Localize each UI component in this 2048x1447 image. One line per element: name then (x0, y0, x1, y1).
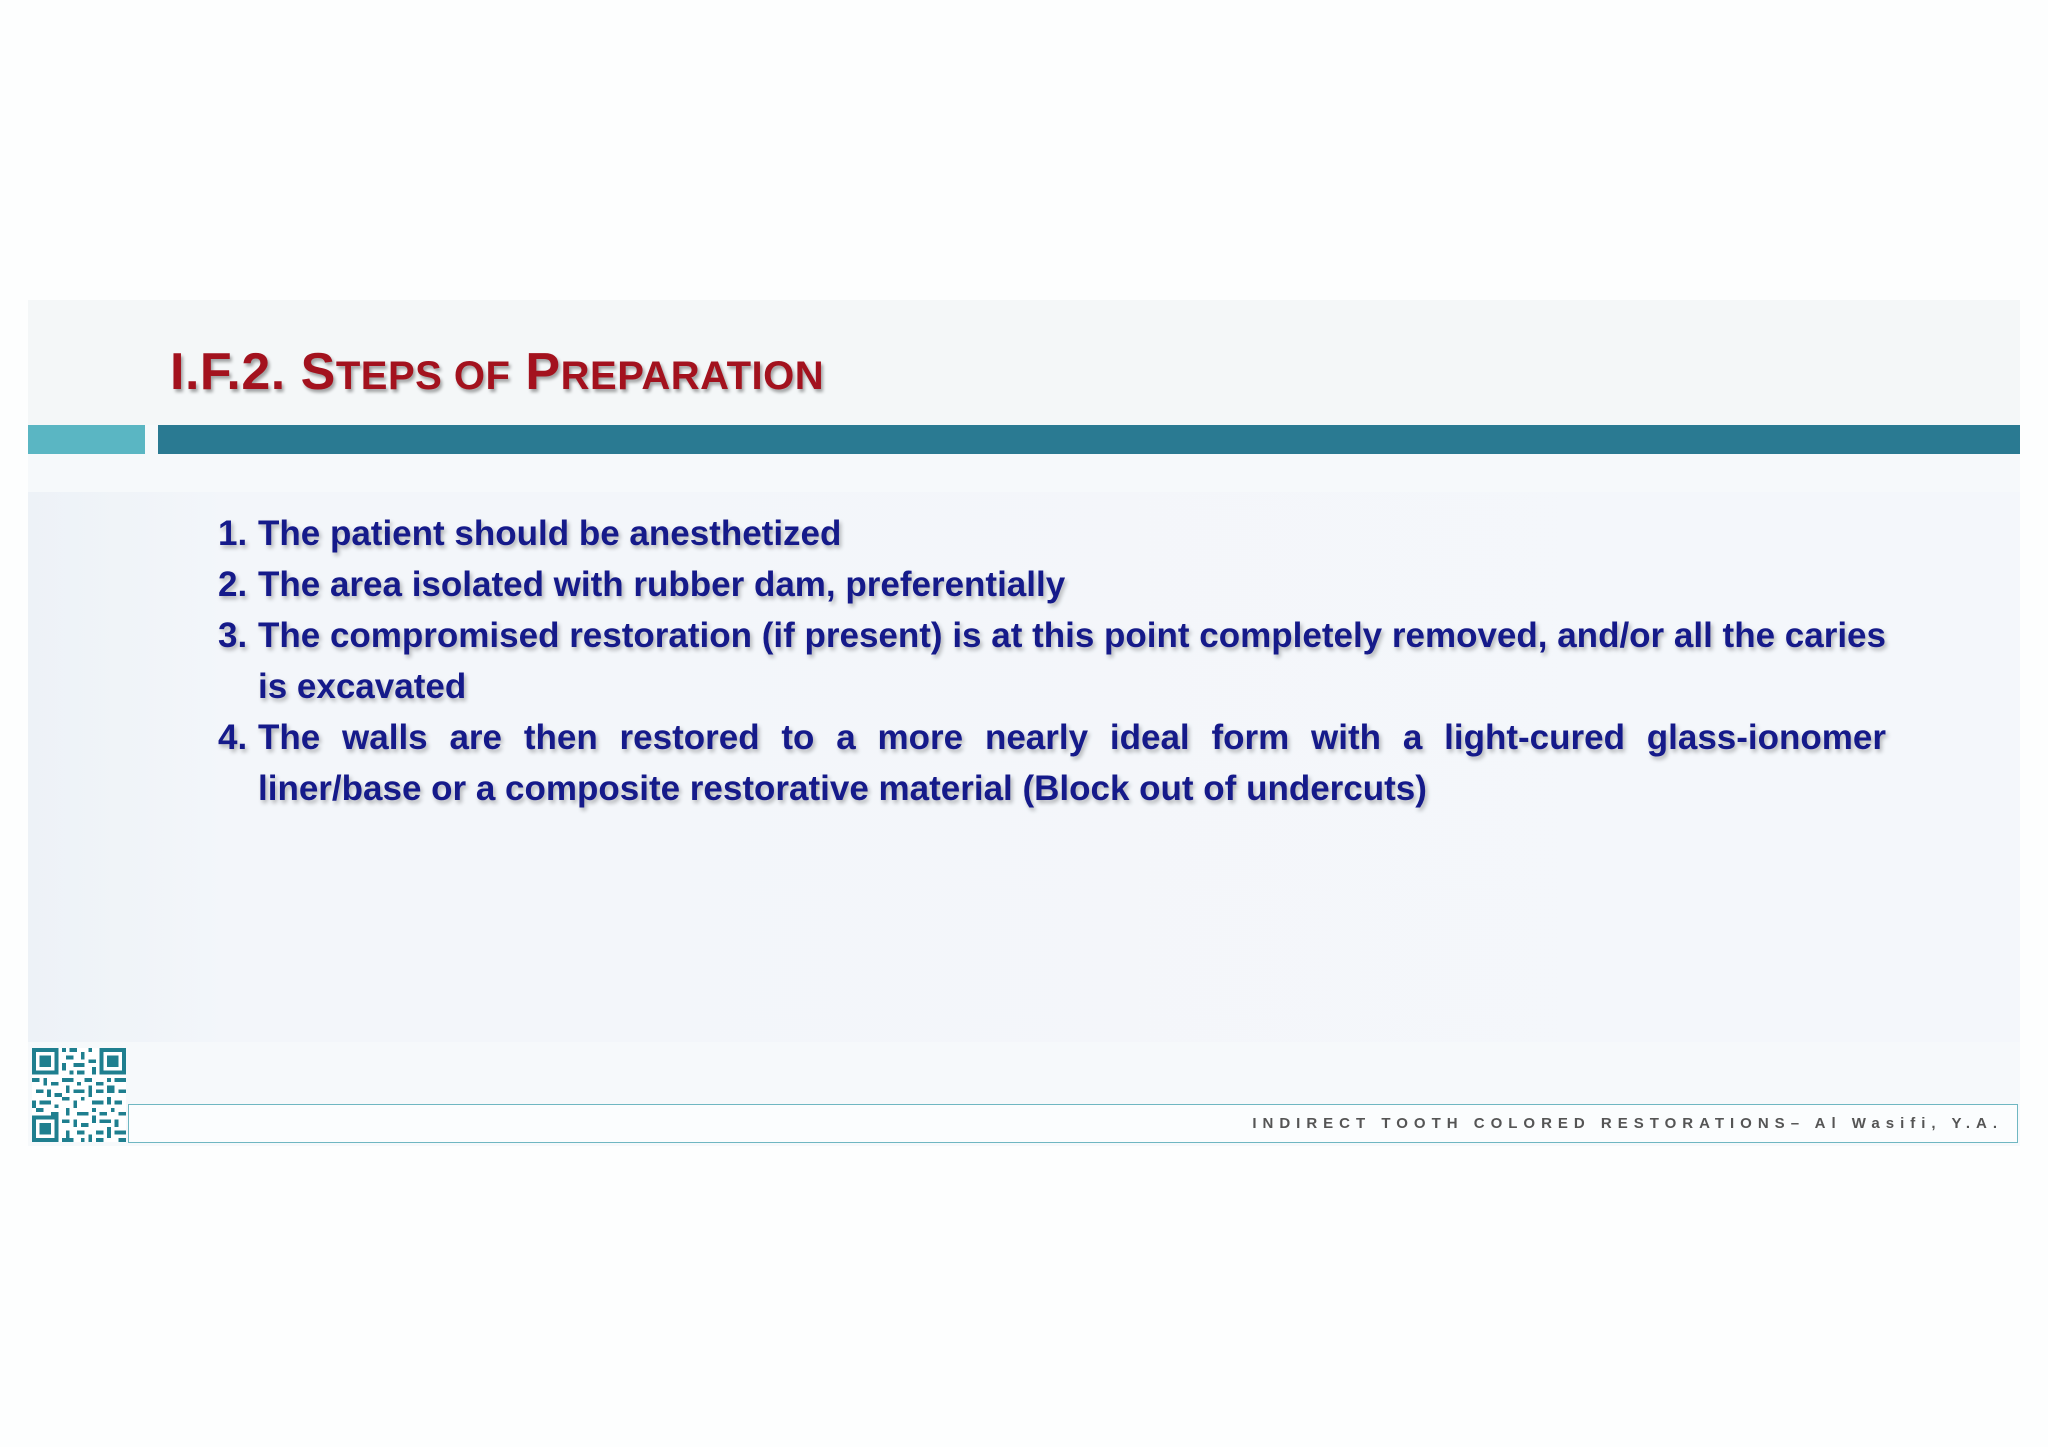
step-number: 4. (218, 718, 248, 757)
title-part-2: TEPS OF (335, 354, 511, 398)
step-text: The walls are then restored to a more nearly ideal form with a light-cured glass-ionomer liner/base or a composite restorative material (Block out of undercuts) (258, 718, 1886, 808)
slide (28, 300, 2020, 1146)
title-part-4: REPARATION (560, 354, 825, 398)
accent-bar-small (28, 425, 145, 454)
step-text: The patient should be anesthetized (258, 514, 842, 553)
step-number: 2. (218, 565, 248, 604)
list-item (190, 610, 1886, 712)
list-item (190, 508, 1886, 559)
accent-bar-main (158, 425, 2020, 454)
list-item (190, 559, 1886, 610)
step-text: The compromised restoration (if present) is at this point completely removed, and/or all the caries is excavated (258, 616, 1886, 706)
footer-bar (128, 1104, 2018, 1143)
step-number: 3. (218, 616, 248, 655)
title-prefix: I.F.2. S (170, 343, 336, 401)
steps-list (190, 508, 1886, 814)
qr-code-icon (32, 1048, 126, 1142)
list-item (190, 712, 1886, 814)
title-band (28, 300, 2020, 425)
step-text: The area isolated with rubber dam, preferentially (258, 565, 1066, 604)
footer-text: INDIRECT TOOTH COLORED RESTORATIONS– Al Wasifi, Y.A. (1252, 1115, 2003, 1132)
step-number: 1. (218, 514, 248, 553)
slide-title (170, 342, 824, 402)
title-part-3: P (510, 343, 561, 401)
